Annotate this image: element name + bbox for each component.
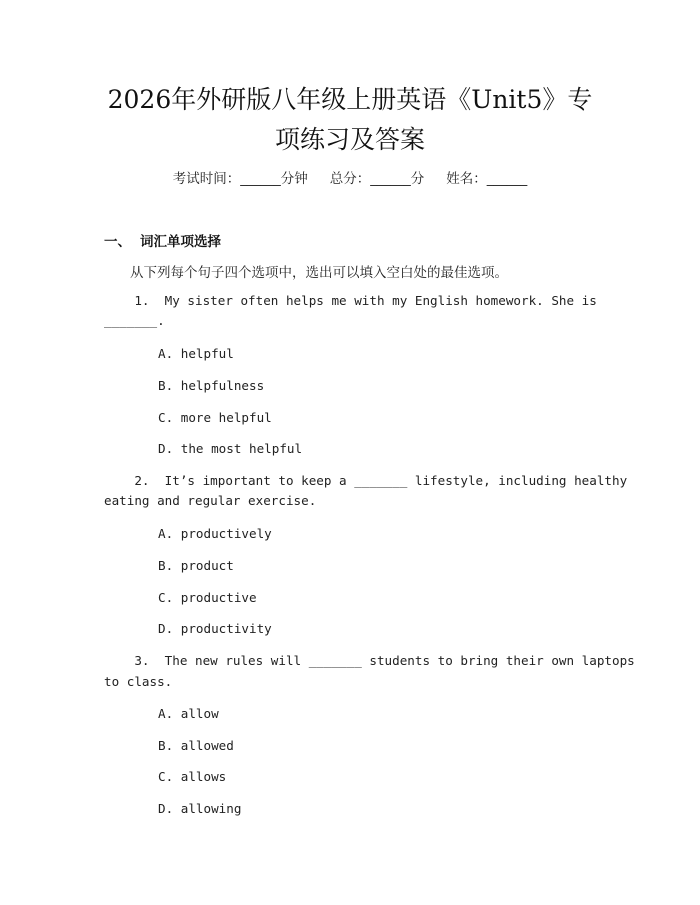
question-1-option-d: D. the most helpful xyxy=(158,441,303,456)
title-line-1: 2026年外研版八年级上册英语《Unit5》专 xyxy=(107,85,593,114)
question-3-option-a: A. allow xyxy=(158,706,219,721)
question-3-line-2: to class. xyxy=(104,674,173,689)
question-1-line-2: _______. xyxy=(104,313,165,328)
question-2-line-2: eating and regular exercise. xyxy=(104,493,317,508)
section-title: 词汇单项选择 xyxy=(140,234,221,250)
question-3-option-b: B. allowed xyxy=(158,738,234,753)
document-title xyxy=(80,80,620,160)
question-2-option-c: C. productive xyxy=(158,590,257,605)
section-heading xyxy=(104,230,221,250)
question-3-option-d: D. allowing xyxy=(158,801,242,816)
question-3-option-c: C. allows xyxy=(158,769,227,784)
total-score-label: 总分：______分 xyxy=(329,171,425,187)
section-number: 一、 xyxy=(104,234,131,250)
exam-info-line xyxy=(0,167,700,187)
question-1-line-1: 1. My sister often helps me with my English homework. She is xyxy=(104,293,597,308)
title-line-2: 项练习及答案 xyxy=(274,125,425,154)
question-2-option-d: D. productivity xyxy=(158,621,272,636)
section-instruction: 从下列每个句子四个选项中，选出可以填入空白处的最佳选项。 xyxy=(130,265,508,281)
question-1-option-b: B. helpfulness xyxy=(158,378,265,393)
question-2-option-b: B. product xyxy=(158,558,234,573)
question-2-option-a: A. productively xyxy=(158,526,272,541)
question-1-option-a: A. helpful xyxy=(158,346,234,361)
question-3-line-1: 3. The new rules will _______ students to bring their own laptops xyxy=(104,653,635,668)
question-1-option-c: C. more helpful xyxy=(158,410,272,425)
student-name-label: 姓名：______ xyxy=(446,171,528,187)
question-2-line-1: 2. It’s important to keep a _______ lifestyle, including healthy xyxy=(104,473,628,488)
exam-time-label: 考试时间：______分钟 xyxy=(172,171,308,187)
